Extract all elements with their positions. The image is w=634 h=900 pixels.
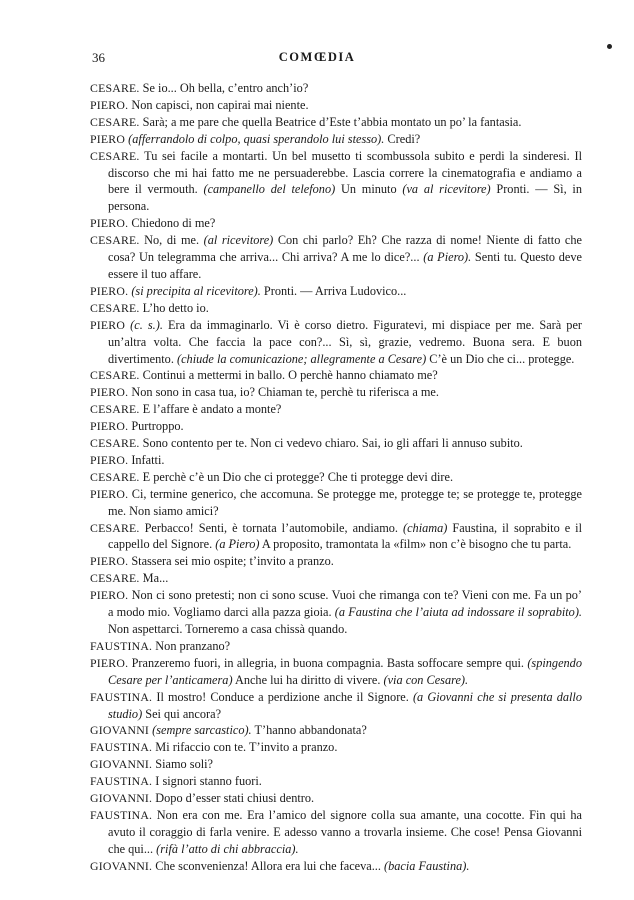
script-body: [90, 80, 582, 875]
speech-text: I signori stanno fuori.: [155, 774, 262, 789]
dialogue-line: [90, 97, 582, 114]
speech-text: Siamo soli?: [155, 757, 214, 772]
stage-direction: (al ricevitore): [199, 233, 274, 248]
dialogue-line: [90, 638, 582, 655]
speech-text: Non pranzano?: [155, 638, 231, 653]
speaker-name: CESARE.: [90, 368, 140, 383]
dialogue-line: [90, 486, 582, 520]
speaker-name: PIERO: [90, 317, 126, 332]
speaker-name: CESARE.: [90, 469, 140, 484]
dialogue-line: [90, 232, 582, 283]
dialogue-line: [90, 384, 582, 401]
speech-text: Anche lui ha diritto di vivere.: [232, 672, 381, 687]
speaker-name: PIERO.: [90, 283, 129, 298]
dialogue-line: [90, 452, 582, 469]
speaker-name: PIERO.: [90, 486, 129, 501]
speech-text: Sei qui ancora?: [142, 706, 222, 721]
dialogue-line: [90, 790, 582, 807]
speech-text: Non ci sono pretesti; non ci sono scuse. Vuoi che rimanga con te? Vieni con me. Fa un po’ a modo mio. Vogliamo darci alla pazza gioia.: [108, 588, 582, 620]
dialogue-line: [90, 367, 582, 384]
dialogue-line: [90, 418, 582, 435]
stage-direction: (a Giovanni che si presenta dallo studio): [108, 689, 583, 721]
speaker-name: CESARE.: [90, 571, 140, 586]
stage-direction: (si precipita al ricevitore).: [131, 283, 261, 298]
dialogue-line: [90, 131, 582, 148]
speaker-name: PIERO.: [90, 419, 129, 434]
dialogue-line: [90, 300, 582, 317]
dialogue-line: [90, 587, 582, 638]
speaker-name: CESARE.: [90, 233, 140, 248]
speech-text: Non capisci, non capirai mai niente.: [131, 97, 309, 112]
speaker-name: CESARE.: [90, 148, 140, 163]
speech-text: Tu sei facile a montarti. Un bel musetto ti scombussola subito e perdi la sinderesi. Il discorso che mi hai fatto me ne persuaderebbe. Lascia correre la cinematografia e andiamo a bere il vermouth.: [108, 148, 582, 197]
speech-text: Stassera sei mio ospite; t’invito a pranzo.: [131, 554, 334, 569]
dialogue-line: [90, 520, 582, 554]
speech-text: Sono contento per te. Non ci vedevo chiaro. Sai, io gli affari li annuso subito.: [142, 436, 523, 451]
speech-text: E perchè c’è un Dio che ci protegge? Che ti protegge devi dire.: [142, 469, 454, 484]
stage-direction: (sempre sarcastico).: [152, 723, 252, 738]
stage-direction: (bacia Faustina).: [380, 858, 470, 873]
speech-text: Che sconvenienza! Allora era lui che faceva...: [155, 858, 381, 873]
speaker-name: PIERO.: [90, 588, 129, 603]
speech-text: Il mostro! Conduce a perdizione anche il Signore.: [156, 689, 409, 704]
stage-direction: (chiude la comunicazione; allegramente a Cesare): [173, 351, 427, 366]
speaker-name: PIERO.: [90, 97, 129, 112]
speech-text: Pronti. — Arriva Ludovico...: [260, 283, 407, 298]
speaker-name: PIERO.: [90, 554, 129, 569]
stage-direction: (c. s.).: [130, 317, 163, 332]
dialogue-line: [90, 739, 582, 756]
stage-direction: (spingendo Cesare per l’anticamera): [108, 655, 582, 687]
dialogue-line: [90, 435, 582, 452]
running-head-title: COMŒDIA: [278, 50, 356, 64]
dialogue-line: [90, 215, 582, 232]
speaker-name: CESARE.: [90, 402, 140, 417]
dialogue-line: [90, 655, 582, 689]
speaker-name: PIERO.: [90, 452, 129, 467]
speech-text: Non aspettarci. Torneremo a casa chissà quando.: [108, 622, 348, 636]
speech-text: Pronti. — Sì, in persona.: [108, 182, 582, 214]
dialogue-line: [90, 756, 582, 773]
speech-text: C’è un Dio che ci... protegge.: [426, 351, 575, 366]
speech-text: Ci, termine generico, che accomuna. Se protegge me, protegge te; se protegge te, protegge me. Non siamo amici?: [108, 486, 582, 518]
dialogue-line: [90, 469, 582, 486]
dialogue-line: [90, 773, 582, 790]
speaker-name: GIOVANNI.: [90, 858, 153, 873]
speaker-name: CESARE.: [90, 81, 140, 95]
stage-direction: (a Faustina che l’aiuta ad indossare il soprabito).: [331, 605, 582, 620]
speaker-name: FAUSTINA.: [90, 774, 153, 789]
stage-direction: (a Piero): [212, 537, 260, 552]
dialogue-line: [90, 570, 582, 587]
speaker-name: CESARE.: [90, 436, 140, 451]
speaker-name: FAUSTINA.: [90, 740, 153, 755]
speech-text: Se io... Oh bella, c’entro anch’io?: [142, 81, 309, 95]
speech-text: Non era con me. Era l’amico del signore colla sua amante, una cocotte. Fin qui ha avuto il coraggio di farla venire. E adesso vanno a trovarla insieme. Che cose! Pensa Giovanni che qui...: [108, 807, 582, 856]
speaker-name: FAUSTINA.: [90, 638, 153, 653]
speech-text: L’ho detto io.: [142, 300, 209, 315]
speech-text: E l’affare è andato a monte?: [142, 402, 282, 417]
speaker-name: PIERO.: [90, 655, 129, 670]
speech-text: Chiedono di me?: [131, 216, 216, 231]
speech-text: Credi?: [384, 131, 421, 146]
stage-direction: (campanello del telefono): [197, 182, 336, 197]
speech-text: T’hanno abbandonata?: [251, 723, 367, 738]
speech-text: Senti tu. Questo deve essere il tuo affare.: [108, 250, 582, 281]
speech-text: Non sono in casa tua, io? Chiaman te, perchè tu riferisca a me.: [131, 385, 439, 400]
dialogue-line: [90, 317, 582, 368]
speech-text: Dopo d’esser stati chiusi dentro.: [155, 791, 315, 806]
speech-text: Purtroppo.: [131, 419, 184, 434]
stage-direction: (va al ricevitore): [402, 182, 491, 197]
dialogue-line: [90, 722, 582, 739]
speaker-name: CESARE.: [90, 300, 140, 315]
speaker-name: GIOVANNI: [90, 723, 150, 738]
dialogue-line: [90, 283, 582, 300]
speaker-name: FAUSTINA.: [90, 689, 153, 704]
speaker-name: CESARE.: [90, 114, 140, 129]
stage-direction: (a Piero).: [423, 250, 472, 265]
dialogue-line: [90, 114, 582, 131]
speaker-name: PIERO: [90, 131, 126, 146]
ink-mark: [607, 44, 612, 49]
speech-text: Continui a mettermi in ballo. O perchè hanno chiamato me?: [142, 368, 438, 383]
stage-direction: (rifà l’atto di chi abbraccia).: [153, 841, 299, 856]
dialogue-line: [90, 148, 582, 216]
speaker-name: PIERO.: [90, 216, 129, 231]
speaker-name: GIOVANNI.: [90, 757, 153, 772]
dialogue-line: [90, 858, 582, 875]
stage-direction: (afferrandolo di colpo, quasi sperandolo lui stesso).: [128, 131, 385, 146]
speaker-name: CESARE.: [90, 520, 140, 535]
stage-direction: (chiama): [398, 520, 448, 535]
speech-text: Pranzeremo fuori, in allegria, in buona compagnia. Basta soffocare sempre qui.: [131, 655, 524, 670]
speaker-name: GIOVANNI.: [90, 791, 153, 806]
speech-text: Mi rifaccio con te. T’invito a pranzo.: [155, 740, 338, 755]
speech-text: Un minuto: [335, 182, 403, 197]
dialogue-line: [90, 80, 582, 97]
dialogue-line: [90, 401, 582, 418]
page-number: 36: [92, 50, 105, 65]
dialogue-line: [90, 689, 582, 723]
speaker-name: PIERO.: [90, 385, 129, 400]
speech-text: Perbacco! Senti, è tornata l’automobile, andiamo.: [144, 520, 398, 535]
speech-text: No, di me.: [144, 233, 200, 248]
dialogue-line: [90, 807, 582, 858]
speech-text: Faustina, il soprabito e il cappello del Signore.: [108, 520, 582, 552]
dialogue-line: [90, 553, 582, 570]
speech-text: Infatti.: [131, 452, 165, 467]
speech-text: Sarà; a me pare che quella Beatrice d’Este t’abbia montato un po’ la fantasia.: [142, 114, 522, 129]
speech-text: Ma...: [142, 571, 169, 586]
speech-text: A proposito, tramontata la «film» non c’è bisogno che tu parta.: [259, 537, 572, 552]
speaker-name: FAUSTINA.: [90, 807, 153, 822]
speech-text: Con chi parlo? Eh? Che razza di nome! Niente di fatto che cosa? Un telegramma che arriva... Chi arriva? A me lo dice?...: [108, 233, 582, 265]
speech-text: Era da immaginarlo. Vi è corso dietro. Figuratevi, mi dispiace per me. Sarà per un’altra volta. Che faccia la pace con?... Sì, sì, grazie, vedremo. Buona sera. E buon divertimento.: [108, 317, 582, 366]
stage-direction: (via con Cesare).: [380, 672, 469, 687]
